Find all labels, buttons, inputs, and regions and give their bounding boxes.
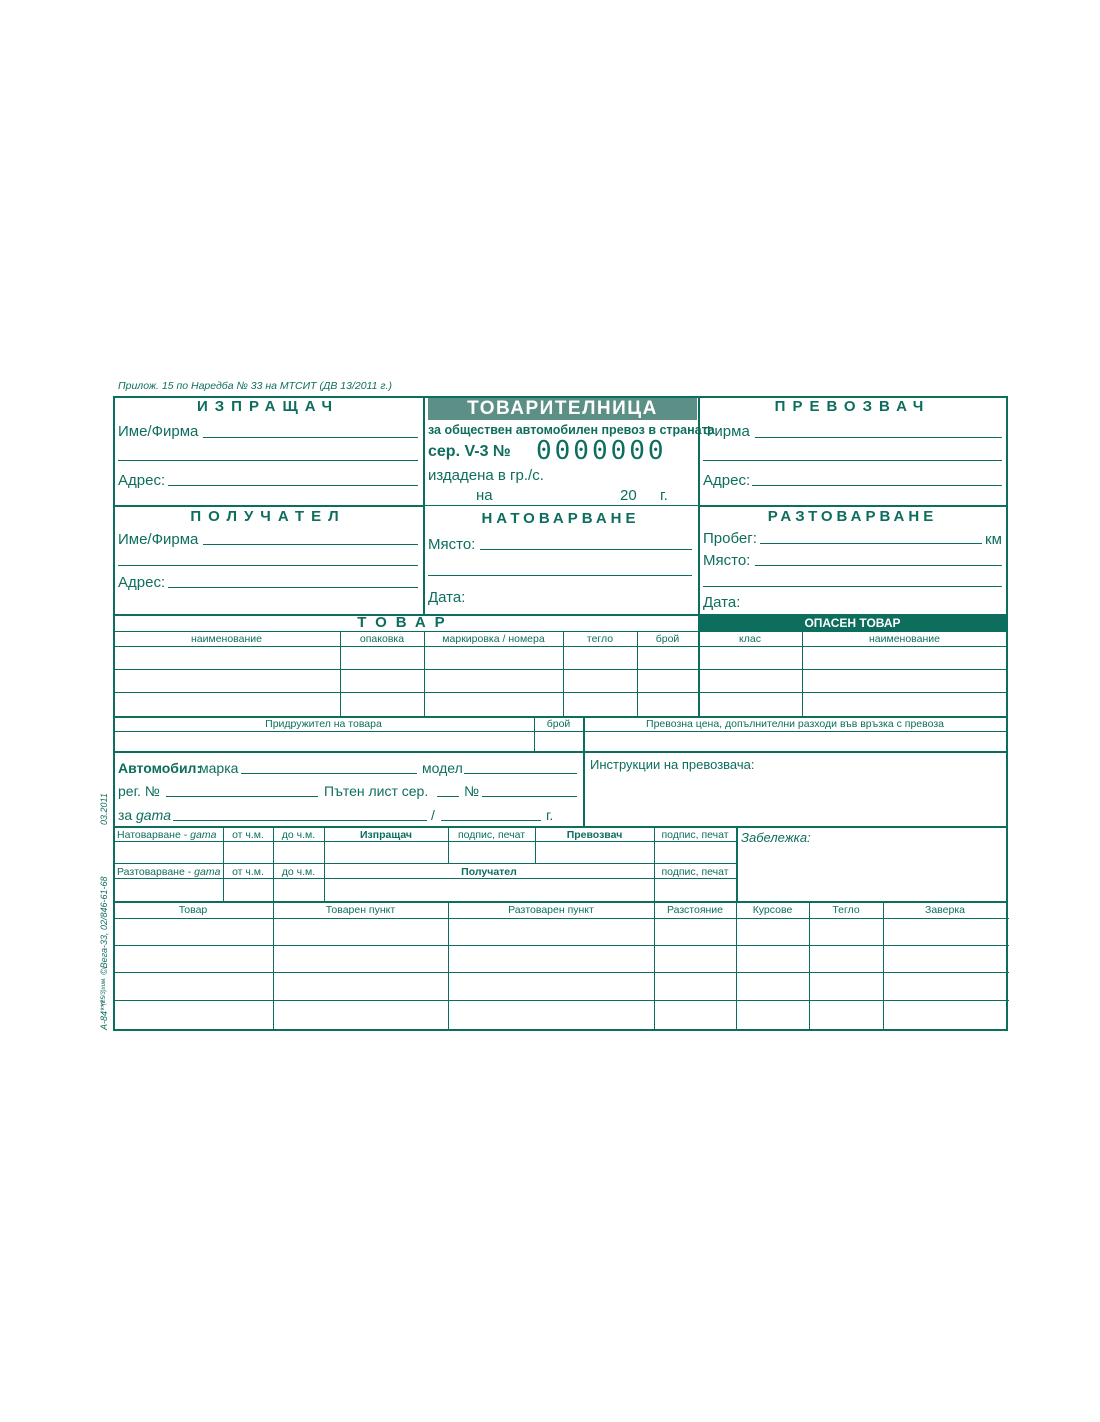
sign-line-d bbox=[113, 901, 1007, 903]
goods-col-name: наименование bbox=[190, 633, 262, 645]
unloading-mileage-line[interactable] bbox=[760, 543, 982, 544]
sign-line-b bbox=[113, 863, 736, 864]
unloading-row-label: Разтоварване - bbox=[117, 866, 192, 878]
sender-name-label: Име/Фирма bbox=[118, 423, 199, 440]
dangerous-col-name: наименование bbox=[868, 633, 940, 645]
sign-carrier-label: Превозвач bbox=[566, 829, 623, 841]
unloading-km-label: км bbox=[985, 531, 1002, 548]
trips-col-load-point: Товарен пункт bbox=[325, 904, 396, 916]
carrier-heading: ПРЕВОЗВАЧ bbox=[774, 398, 931, 415]
year-prefix: 20 bbox=[620, 487, 637, 504]
regulation-note: Прилож. 15 по Наредба № 33 на МТСИТ (ДВ 13/2011 г.) bbox=[118, 380, 392, 392]
unloading-row-date-word: gama bbox=[194, 866, 221, 878]
waybill-no-line[interactable] bbox=[482, 796, 577, 797]
sign-line-c bbox=[113, 878, 736, 879]
document-subtitle: за обществен автомобилен превоз в страната bbox=[428, 423, 715, 437]
goods-header-top bbox=[113, 631, 698, 632]
frame-left bbox=[113, 396, 115, 1030]
series-label: сер. V-3 № bbox=[428, 443, 511, 460]
goods-row2 bbox=[113, 692, 1007, 693]
sign-sender-label: Изпращач bbox=[359, 829, 413, 841]
vehicle-date-line1[interactable] bbox=[173, 820, 427, 821]
divider-row1 bbox=[113, 505, 423, 507]
loading-from-time: от ч.м. bbox=[232, 829, 264, 841]
trips-col-distance: Разстояние bbox=[666, 904, 724, 916]
sender-address-label: Адрес: bbox=[118, 472, 166, 489]
receiver-name-line[interactable] bbox=[203, 544, 418, 545]
serial-number: 0000000 bbox=[536, 436, 667, 466]
unloading-to-time: до ч.м. bbox=[281, 866, 316, 878]
carrier-instructions-label: Инструкции на превозвача: bbox=[590, 757, 755, 772]
trips-col-weight: Тегло bbox=[832, 904, 860, 916]
goods-heading: ТОВАР bbox=[357, 614, 454, 631]
unloading-from-time: от ч.м. bbox=[232, 866, 264, 878]
trips-col-b bbox=[448, 902, 449, 1029]
document-title: ТОВАРИТЕЛНИЦА bbox=[428, 398, 697, 420]
loading-time-label bbox=[117, 829, 216, 841]
loading-heading: НАТОВАРВАНЕ bbox=[481, 510, 640, 527]
loading-to-time: до ч.м. bbox=[281, 829, 316, 841]
sign-receiver-stamp: подпис, печат bbox=[661, 866, 729, 878]
vehicle-reg-line[interactable] bbox=[166, 796, 318, 797]
dangerous-goods-heading: ОПАСЕН ТОВАР bbox=[698, 615, 1007, 632]
waybill-label: Пътен лист сер. bbox=[324, 783, 429, 799]
year-suffix: г. bbox=[660, 487, 668, 504]
goods-col-weight: тегло bbox=[586, 633, 614, 645]
vehicle-bottom-line bbox=[113, 826, 1007, 828]
notes-label: Забележка: bbox=[741, 830, 811, 845]
vehicle-date-word: gama bbox=[136, 807, 172, 823]
trips-col-c bbox=[654, 902, 655, 1029]
vehicle-slash: / bbox=[431, 807, 435, 823]
trips-row3 bbox=[113, 1000, 1009, 1001]
vehicle-make-label: марка bbox=[199, 760, 239, 776]
escort-bottom-line bbox=[113, 751, 1007, 753]
trips-row1 bbox=[113, 945, 1009, 946]
carrier-address-label: Адрес: bbox=[703, 472, 751, 489]
loading-place-line2[interactable] bbox=[428, 575, 692, 576]
loading-date-label: Дата: bbox=[428, 589, 466, 606]
escort-count-label: брой bbox=[546, 718, 571, 730]
vehicle-model-line[interactable] bbox=[464, 773, 577, 774]
vehicle-year-suffix: г. bbox=[546, 807, 554, 823]
vehicle-make-line[interactable] bbox=[241, 773, 417, 774]
frame-right bbox=[1006, 396, 1008, 1030]
divider-row1b bbox=[698, 505, 1007, 507]
goods-header-bottom bbox=[113, 646, 1007, 647]
carrier-firm-line2[interactable] bbox=[703, 460, 1002, 461]
receiver-name-line2[interactable] bbox=[118, 565, 418, 566]
receiver-address-line[interactable] bbox=[168, 587, 418, 588]
sign-col-g bbox=[736, 827, 738, 901]
vehicle-for-label: за bbox=[118, 807, 133, 823]
sign-carrier-stamp: подпис, печат bbox=[661, 829, 729, 841]
divider-row1c bbox=[423, 505, 698, 506]
escort-mid-line bbox=[113, 731, 1007, 732]
goods-col-count: брой bbox=[655, 633, 680, 645]
unloading-place-line[interactable] bbox=[755, 565, 1002, 566]
receiver-name-label: Име/Фирма bbox=[118, 531, 199, 548]
unloading-mileage-label: Пробег: bbox=[703, 530, 757, 547]
trips-col-courses: Курсове bbox=[752, 904, 793, 916]
loading-row-date-word: gama bbox=[190, 829, 217, 841]
on-date-label: на bbox=[476, 487, 493, 504]
frame-bottom bbox=[113, 1029, 1008, 1031]
unloading-time-label bbox=[117, 866, 220, 878]
goods-col-packing: опаковка bbox=[359, 633, 405, 645]
vehicle-date-line2[interactable] bbox=[441, 820, 541, 821]
trips-header-line bbox=[113, 918, 1009, 919]
trips-col-certification: Заверка bbox=[925, 904, 965, 916]
escort-label: Придружител на товара bbox=[265, 718, 382, 730]
loading-place-label: Място: bbox=[428, 536, 476, 553]
carrier-address-line[interactable] bbox=[752, 485, 1002, 486]
trips-col-goods: Товар bbox=[178, 904, 208, 916]
waybill-series-line[interactable] bbox=[437, 796, 459, 797]
waybill-no-label: № bbox=[464, 783, 480, 799]
sign-sender-stamp: подпис, печат bbox=[457, 829, 526, 841]
receiver-heading: ПОЛУЧАТЕЛ bbox=[190, 508, 346, 525]
unloading-place-line2[interactable] bbox=[703, 586, 1002, 587]
trips-col-d bbox=[736, 902, 737, 1029]
unloading-date-label: Дата: bbox=[703, 594, 741, 611]
sign-line-a bbox=[113, 841, 736, 842]
side-phone: ©Вега-33, 02/846-61-68 bbox=[99, 876, 109, 975]
sign-receiver-label: Получател bbox=[461, 866, 517, 878]
unloading-heading: РАЗТОВАРВАНЕ bbox=[767, 508, 938, 525]
price-label: Превозна цена, допълнителни разходи във връзка с превоза bbox=[646, 718, 944, 730]
vehicle-model-label: модел bbox=[422, 760, 463, 776]
vehicle-reg-label: рег. № bbox=[118, 783, 160, 799]
loading-row-label: Натоварване - bbox=[117, 829, 188, 841]
side-code-small: (25/3)хим. bbox=[101, 977, 107, 1005]
unloading-place-label: Място: bbox=[703, 552, 751, 569]
dangerous-col-class: клас bbox=[739, 633, 761, 645]
trips-row2 bbox=[113, 972, 1009, 973]
sender-name-line2[interactable] bbox=[118, 460, 418, 461]
trips-col-unload-point: Разтоварен пункт bbox=[508, 904, 594, 916]
sender-heading: ИЗПРАЩАЧ bbox=[197, 398, 339, 415]
trips-col-f bbox=[883, 902, 884, 1029]
vehicle-label: Автомобил: bbox=[118, 760, 202, 776]
sender-address-line[interactable] bbox=[168, 485, 418, 486]
goods-row1 bbox=[113, 669, 1007, 670]
side-code: A-84*** bbox=[99, 1000, 109, 1030]
loading-place-line[interactable] bbox=[480, 549, 692, 550]
trips-col-a bbox=[273, 902, 274, 1029]
escort-col-b bbox=[583, 717, 585, 827]
issued-in-label: издадена в гр./с. bbox=[428, 467, 544, 484]
receiver-address-label: Адрес: bbox=[118, 574, 166, 591]
goods-col-marking: маркировка / номера bbox=[442, 633, 545, 645]
side-date: 03.2011 bbox=[99, 793, 109, 825]
carrier-firm-line[interactable] bbox=[755, 437, 1002, 438]
trips-col-e bbox=[809, 902, 810, 1029]
sender-name-line[interactable] bbox=[203, 437, 418, 438]
carrier-firm-label: Фирма bbox=[703, 423, 750, 440]
